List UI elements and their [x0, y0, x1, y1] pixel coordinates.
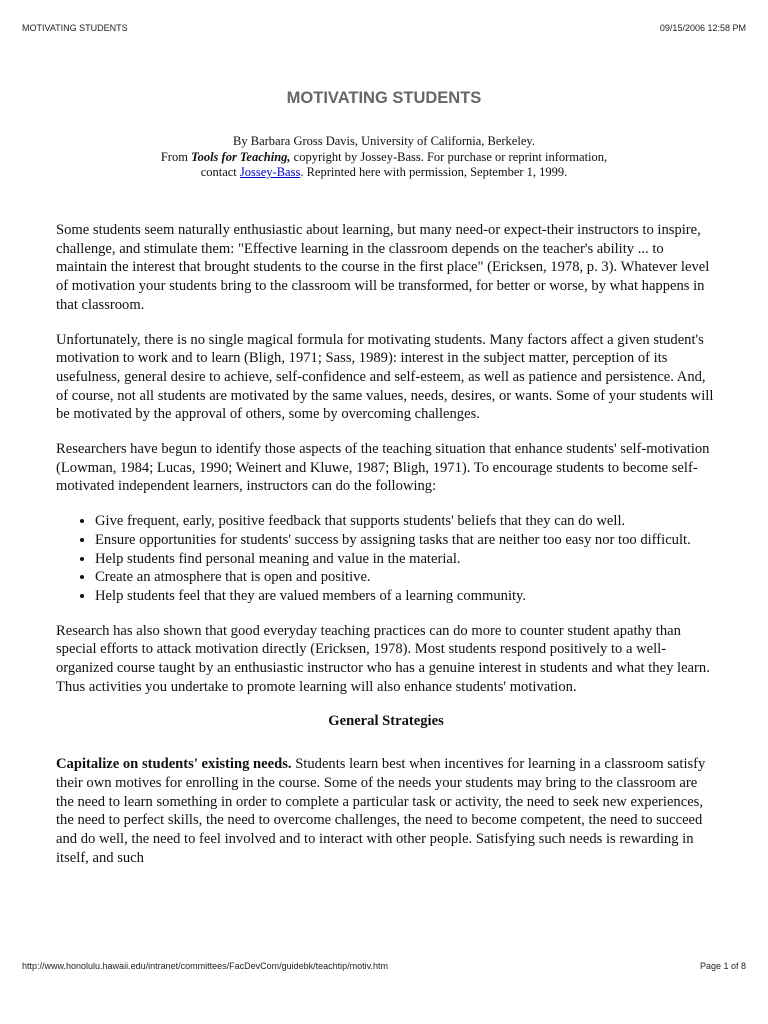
paragraph-practices: Research has also shown that good everyday teaching practices can do more to counter student apathy than special efforts to attack motivation directly (Ericksen, 1978). Most students respond positively to a well-organized course taught by an enthusiastic instructor who has a genuine interest in students and what they learn. Thus activities you undertake to promote learning will also enhance students' motivation. [56, 622, 710, 695]
strategy-lead: Capitalize on students' existing needs. [56, 756, 292, 773]
footer-page-number: Page 1 of 8 [699, 961, 746, 971]
list-item: • Help students feel that they are valued members of a learning community. [95, 587, 716, 606]
print-header [22, 23, 746, 33]
byline-contact-prefix: contact [200, 165, 240, 179]
byline-source [0, 150, 768, 166]
print-footer [22, 961, 746, 971]
header-timestamp: 09/15/2006 12:58 PM [659, 23, 746, 33]
strategy-list [56, 512, 716, 606]
list-item: • Create an atmosphere that is open and positive. [95, 568, 716, 587]
paragraph-intro: Some students seem naturally enthusiastic about learning, but many need-or expect-their instructors to inspire, challenge, and stimulate them: "Effective learning in the classroom depends on the teacher's ability ... to maintain the interest that brought students to the course in the first place" (Ericksen, 1978, p. 3). Whatever level of motivation your students bring to the classroom will be transformed, for better or worse, by what happens in that classroom. [56, 222, 710, 313]
footer-url: http://www.honolulu.hawaii.edu/intranet/committees/FacDevCom/guidebk/teachtip/motiv.htm [22, 961, 389, 971]
strategy-text: Students learn best when incentives for learning in a classroom satisfy their own motives for enrolling in the course. Some of the needs your students may bring to the classroom are the need to learn something in order to complete a particular task or activity, the need to seek new experiences, the need to perfect skills, the need to overcome challenges, the need to become competent, the need to succeed and do well, the need to feel involved and to interact with other people. Satisfying such needs is rewarding in itself, and such [56, 756, 706, 866]
byline-source-prefix: From [160, 149, 192, 164]
paragraph-factors: Unfortunately, there is no single magical formula for motivating students. Many factors affect a given student's motivation to work and to learn (Bligh, 1971; Sass, 1989): interest in the subject matter, perception of its usefulness, general desire to achieve, self-confidence and self-esteem, as well as patience and persistence. And, of course, not all students are motivated by the same values, needs, desires, or wants. Some of your students will be motivated by the approval of others, some by overcoming challenges. [56, 331, 714, 423]
header-page-title: MOTIVATING STUDENTS [22, 23, 128, 33]
article-body [56, 221, 716, 883]
section-heading: General Strategies [328, 713, 444, 730]
paragraph-strategy [56, 755, 716, 867]
list-item: • Give frequent, early, positive feedback that supports students' beliefs that they can do well. [95, 512, 716, 531]
book-title: Tools for Teaching, [191, 149, 291, 164]
paragraph-research: Researchers have begun to identify those aspects of the teaching situation that enhance students' self-motivation (Lowman, 1984; Lucas, 1990; Weinert and Kluwe, 1987; Bligh, 1971). To encourage students to become self-motivated independent learners, instructors can do the following: [56, 441, 710, 495]
byline-author: By Barbara Gross Davis, University of California, Berkeley. [233, 134, 535, 148]
list-item: • Help students find personal meaning and value in the material. [95, 550, 716, 569]
jossey-bass-link[interactable]: Jossey-Bass [239, 165, 301, 179]
byline-contact-suffix: . Reprinted here with permission, September 1, 1999. [300, 165, 568, 179]
list-item: • Ensure opportunities for students' success by assigning tasks that are neither too easy nor too difficult. [95, 531, 716, 550]
byline [0, 134, 768, 181]
byline-source-suffix: copyright by Jossey-Bass. For purchase or reprint information, [290, 149, 608, 164]
byline-contact [0, 165, 768, 181]
page-title: MOTIVATING STUDENTS [286, 89, 482, 107]
